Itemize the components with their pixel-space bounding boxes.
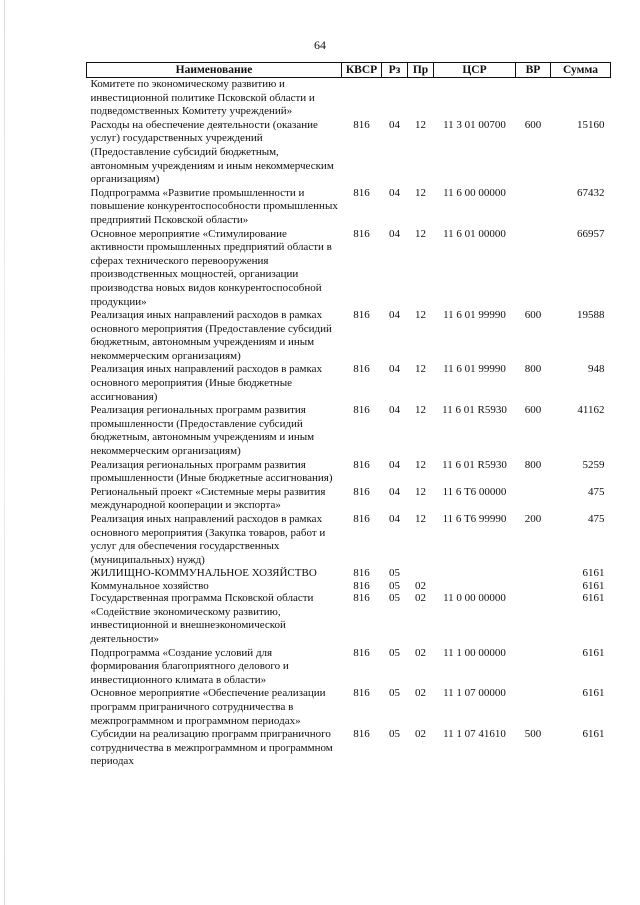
cell-rz: 05	[389, 579, 400, 592]
cell-pr: 02	[415, 579, 426, 592]
cell-sum: 41162	[577, 404, 605, 417]
cell-csr: 11 1 00 00000	[443, 646, 506, 659]
cell-pr: 12	[415, 404, 426, 417]
cell-csr: 11 6 01 99990	[443, 309, 506, 322]
table-row	[87, 119, 611, 187]
table-row	[87, 592, 611, 646]
cell-name: Реализация иных направлений расходов в рамках основного мероприятия (Закупка товаров, работ и услуг для обеспечения государственных (муниципальных) нужд)	[90, 513, 326, 566]
cell-vr	[516, 580, 551, 592]
cell-rz: 04	[389, 186, 400, 199]
cell-kvsr: 816	[353, 404, 370, 417]
cell-vr: 800	[524, 363, 542, 376]
cell-pr: 12	[415, 309, 426, 322]
cell-sum: 475	[588, 485, 605, 498]
cell-pr	[408, 78, 434, 119]
table-row	[87, 78, 611, 119]
page-number: 64	[314, 38, 326, 52]
cell-rz: 04	[389, 363, 400, 376]
cell-name: ЖИЛИЩНО-КОММУНАЛЬНОЕ ХОЗЯЙСТВО	[90, 567, 317, 580]
cell-csr: 11 3 01 00700	[443, 118, 506, 131]
cell-name: Реализация иных направлений расходов в рамках основного мероприятия (Иные бюджетные ассигнования)	[90, 363, 323, 403]
cell-rz: 05	[389, 592, 400, 605]
cell-pr: 12	[415, 363, 426, 376]
header-sum: Сумма	[551, 63, 611, 78]
cell-kvsr: 816	[353, 485, 370, 498]
cell-pr: 12	[415, 227, 426, 240]
cell-sum	[551, 78, 611, 119]
cell-csr: 11 6 00 00000	[443, 186, 506, 199]
cell-rz: 04	[389, 513, 400, 525]
cell-rz: 05	[389, 646, 400, 659]
cell-csr	[434, 78, 516, 119]
cell-name: Реализация региональных программ развития промышленности (Предоставление субсидий бюджетным, автономным учреждениям и иным некоммерческим организациям)	[90, 404, 315, 458]
cell-csr	[434, 580, 516, 592]
table-body	[87, 78, 611, 769]
cell-sum: 6161	[582, 579, 605, 592]
cell-sum: 15160	[577, 118, 605, 131]
cell-csr	[434, 567, 516, 579]
cell-sum: 5259	[582, 458, 605, 471]
cell-rz	[382, 78, 408, 119]
table-row	[87, 647, 611, 688]
cell-rz: 04	[389, 118, 400, 131]
cell-csr: 11 6 01 R5930	[442, 458, 507, 471]
cell-kvsr: 816	[353, 579, 370, 592]
cell-vr	[516, 687, 551, 728]
cell-kvsr: 816	[353, 363, 370, 376]
cell-sum: 6161	[582, 646, 605, 659]
cell-sum: 6161	[582, 567, 605, 580]
cell-csr: 11 6 T6 00000	[442, 485, 507, 498]
cell-csr: 11 6 01 R5930	[442, 404, 507, 417]
table-row	[87, 486, 611, 513]
cell-kvsr: 816	[353, 567, 370, 580]
table-row	[87, 228, 611, 310]
header-pr: Пр	[408, 63, 434, 78]
table-row	[87, 567, 611, 579]
cell-sum: 19588	[577, 309, 605, 322]
cell-name: Субсидии на реализацию программ приграничного сотрудничества в межпрограммном и программном периодах	[90, 728, 333, 768]
cell-pr: 12	[415, 513, 426, 525]
cell-name: Реализация региональных программ развития промышленности (Иные бюджетные ассигнования)	[90, 458, 333, 485]
cell-vr	[516, 486, 551, 513]
table-row	[87, 309, 611, 363]
scan-edge	[4, 0, 5, 905]
cell-sum: 67432	[577, 186, 605, 199]
cell-rz: 04	[389, 309, 400, 322]
header-rz: Рз	[382, 63, 408, 78]
cell-name: Региональный проект «Системные меры развития международной кооперации и экспорта»	[90, 485, 326, 512]
cell-vr: 800	[524, 458, 542, 471]
cell-csr: 11 0 00 00000	[443, 592, 506, 605]
table-row	[87, 187, 611, 228]
cell-vr	[516, 228, 551, 310]
cell-kvsr: 816	[353, 728, 370, 741]
cell-name: Комитете по экономическому развитию и инвестиционной политике Псковской области и подведомственных Комитету учреждений»	[90, 78, 315, 118]
cell-pr: 12	[415, 186, 426, 199]
cell-vr	[516, 78, 551, 119]
cell-name: Коммунальное хозяйство	[90, 579, 209, 592]
cell-pr: 02	[415, 592, 426, 605]
cell-csr: 11 6 T6 99990	[442, 513, 507, 525]
cell-pr: 02	[415, 728, 426, 741]
cell-rz: 04	[389, 458, 400, 471]
cell-vr	[516, 647, 551, 688]
header-kvsr: КВСР	[342, 63, 382, 78]
cell-name: Основное мероприятие «Стимулирование активности промышленных предприятий области в сферах технического перевооружения производственных мощностей, организации производства новых видов конкурентоспособной продукции»	[90, 227, 332, 308]
cell-pr: 12	[415, 118, 426, 131]
cell-kvsr: 816	[353, 186, 370, 199]
cell-rz: 05	[389, 728, 400, 741]
cell-vr: 600	[524, 118, 542, 131]
cell-vr	[516, 592, 551, 646]
cell-kvsr: 816	[353, 227, 370, 240]
cell-rz: 05	[389, 687, 400, 700]
cell-sum: 6161	[582, 592, 605, 605]
cell-pr: 02	[415, 646, 426, 659]
table-row	[87, 404, 611, 458]
cell-name: Реализация иных направлений расходов в рамках основного мероприятия (Предоставление субсидий бюджетным, автономным учреждениям и иным некоммерческим организациям)	[90, 309, 332, 362]
cell-sum: 6161	[582, 687, 605, 700]
cell-name: Расходы на обеспечение деятельности (оказание услуг) государственных учреждений (Предоставление субсидий бюджетным, автономным учреждениям и иным некоммерческим организациям)	[90, 118, 334, 186]
cell-kvsr: 816	[353, 458, 370, 471]
cell-pr: 02	[415, 687, 426, 700]
cell-pr: 12	[415, 485, 426, 498]
cell-kvsr: 816	[353, 309, 370, 322]
cell-vr	[516, 187, 551, 228]
cell-rz: 04	[389, 227, 400, 240]
cell-sum: 66957	[577, 227, 605, 240]
cell-rz: 04	[389, 485, 400, 498]
header-csr: ЦСР	[434, 63, 516, 78]
cell-rz: 04	[389, 404, 400, 417]
cell-csr: 11 6 01 00000	[443, 227, 506, 240]
table-row	[87, 513, 611, 567]
cell-kvsr: 816	[353, 592, 370, 605]
cell-name: Подпрограмма «Создание условий для формирования благоприятного делового и инвестиционного климата в области»	[90, 646, 289, 686]
cell-sum: 475	[588, 513, 605, 525]
header-vr: ВР	[516, 63, 551, 78]
cell-kvsr	[342, 78, 382, 119]
cell-sum: 6161	[582, 728, 605, 741]
table-row	[87, 728, 611, 769]
cell-vr: 200	[524, 513, 542, 525]
cell-vr	[516, 567, 551, 579]
cell-csr: 11 1 07 41610	[443, 728, 506, 741]
table-row	[87, 459, 611, 486]
cell-pr: 12	[415, 458, 426, 471]
cell-name: Основное мероприятие «Обеспечение реализации программ приграничного сотрудничества в межпрограммном и программном периодах»	[90, 687, 326, 727]
cell-kvsr: 816	[353, 513, 370, 525]
table-row	[87, 687, 611, 728]
table-header	[87, 63, 611, 78]
header-name: Наименование	[87, 63, 342, 78]
cell-kvsr: 816	[353, 687, 370, 700]
cell-kvsr: 816	[353, 646, 370, 659]
table-row	[87, 580, 611, 592]
cell-kvsr: 816	[353, 118, 370, 131]
cell-vr: 500	[524, 728, 542, 741]
cell-pr	[408, 567, 434, 579]
budget-table	[86, 62, 611, 769]
cell-vr: 600	[524, 404, 542, 417]
cell-name: Подпрограмма «Развитие промышленности и повышение конкурентоспособности промышленных предприятий Псковской области»	[90, 186, 338, 226]
cell-csr: 11 1 07 00000	[443, 687, 506, 700]
cell-vr: 600	[524, 309, 542, 322]
cell-name: Государственная программа Псковской области «Содействие экономическому развитию, инвестиционной и внешнеэкономической деятельности»	[90, 592, 314, 645]
cell-rz: 05	[389, 567, 400, 580]
table-row	[87, 363, 611, 404]
cell-sum: 948	[588, 363, 605, 376]
cell-csr: 11 6 01 99990	[443, 363, 506, 376]
